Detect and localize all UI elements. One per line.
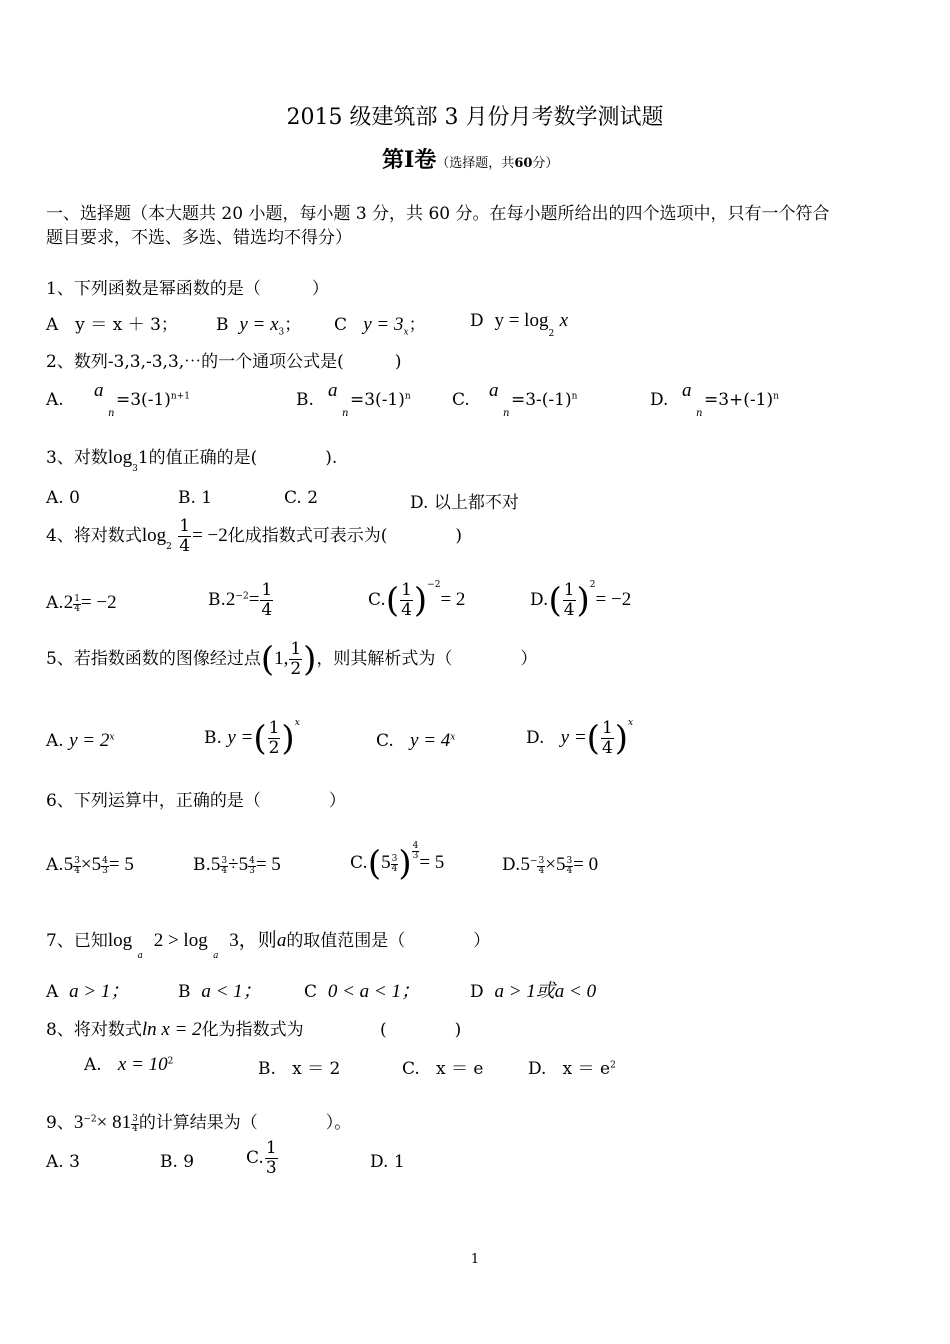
option-c: C.(5 $\frac{3}{4}$ ) $\frac{4}{3}$ = 5 — [350, 841, 445, 884]
option-c: C. $\frac{1}{3}$ — [246, 1138, 277, 1178]
option-b: B.5 $\frac{3}{4}$ ÷5 $\frac{4}{3}$ = 5 — [193, 854, 281, 877]
question-4-options — [46, 580, 906, 630]
part-heading — [382, 143, 558, 174]
question-6-options — [46, 840, 906, 890]
option-a: A y ＝ x ＋ 3； — [46, 315, 178, 335]
question-8-stem: 8、将对数式ln x = 2化为指数式为 — [46, 1019, 304, 1040]
option-d: D. $x = e^2$ — [528, 1059, 616, 1079]
question-5-stem: 5、若指数函数的图像经过点(1, $\frac{1}{2}$ )，则其解析式为（ ） — [46, 639, 538, 680]
option-a: A.5 $\frac{3}{4}$ ×5 $\frac{4}{3}$ = 5 — [46, 854, 134, 877]
option-a: A.2 $\frac{1}{4}$ = −2 — [46, 592, 117, 615]
option-d: D. y =( $\frac{1}{4}$ )$^x$ — [526, 718, 634, 759]
option-c: C. $y = 4^x$ — [376, 730, 456, 751]
question-4-stem: 4、将对数式$\log_2$ $\frac{1}{4}$ = −2化成指数式可表示为( ) — [46, 516, 463, 556]
question-6-stem: 6、下列运算中，正确的是（ ） — [46, 791, 346, 811]
option-b: B. y =( $\frac{1}{2}$ )$^x$ — [204, 718, 300, 759]
option-d: D $y = \log_2 x$ — [470, 310, 569, 339]
option-c: C. 2 — [284, 488, 319, 508]
question-2-stem: 2、数列-3,3,-3,3,⋯的一个通项公式是( ) — [46, 352, 402, 372]
option-b: B. x ＝ 2 — [258, 1059, 341, 1079]
part-note: （选择题，共60分） — [436, 156, 559, 171]
option-a: A. — [46, 390, 64, 410]
option-b: B. 1 — [178, 488, 213, 508]
option-a: A. 0 — [46, 488, 80, 508]
question-8-blank: ( ) — [380, 1020, 462, 1040]
question-9-stem: 9、$3^{-2}\times 81$ $\frac{3}{4}$ 的计算结果为（ ）。 — [46, 1112, 352, 1135]
option-c: C.( $\frac{1}{4}$ )$^{-2}$= 2 — [368, 580, 466, 621]
section-instruction-line2: 题目要求，不选、多选、错选均不得分） — [46, 228, 352, 248]
option-a: A a > 1； — [46, 981, 130, 1002]
page-number: 1 — [470, 1252, 480, 1267]
option-b: B $y = x_3$； — [216, 314, 302, 338]
option-d: D. — [650, 390, 669, 410]
question-2-options: A. a n $=3(-1)^{n+1}$ B. a n $=3(-1)^n$ C. a n $=3-(-1)^n$ D. a n $=3+(-1)^n$ — [46, 380, 779, 419]
section-instruction-line1: 一、选择题（本大题共 20 小题，每小题 3 分，共 60 分。在每小题所给出的四个选项中，只有一个符合 — [46, 204, 830, 224]
page-title: 2015 级建筑部 3 月份月考数学测试题 — [286, 105, 664, 130]
option-a: A. $y = 2^x$ — [46, 730, 115, 751]
option-c: C. x ＝ e — [402, 1059, 484, 1079]
option-a: A. 3 — [46, 1152, 80, 1172]
question-7-stem: 7、已知log $_a$ 2 > log $_a$ 3，则a的取值范围是（ ） — [46, 930, 491, 961]
option-b: B a < 1； — [178, 981, 262, 1002]
option-c: C $y = 3_x$； — [334, 314, 426, 338]
option-d: D. 以上都不对 — [410, 493, 519, 513]
option-d: D. 1 — [370, 1152, 405, 1172]
option-c: C 0 < a < 1； — [304, 981, 420, 1002]
option-b: B. — [296, 390, 314, 410]
question-1-options — [46, 310, 569, 339]
option-b: B. 9 — [160, 1152, 195, 1172]
option-d: D.5− $\frac{3}{4}$ ×5 $\frac{3}{4}$ = 0 — [502, 854, 599, 877]
option-d: D.( $\frac{1}{4}$ )$^2$= −2 — [530, 580, 632, 621]
question-9-options — [46, 1140, 906, 1190]
option-c: C. — [452, 390, 470, 410]
question-3-stem: 3、对数$\log_31$的值正确的是( ). — [46, 447, 338, 474]
part-label: 第Ⅰ卷 — [382, 147, 437, 173]
option-b: $B.2^{-2}=$ $\frac{1}{4}$ — [208, 580, 273, 620]
option-a: A. $x = 10^2$ — [84, 1054, 174, 1075]
option-d: D a > 1或a < 0 — [470, 981, 597, 1002]
question-1-stem: 1、下列函数是幂函数的是（ ） — [46, 279, 329, 299]
question-5-options — [46, 718, 906, 768]
